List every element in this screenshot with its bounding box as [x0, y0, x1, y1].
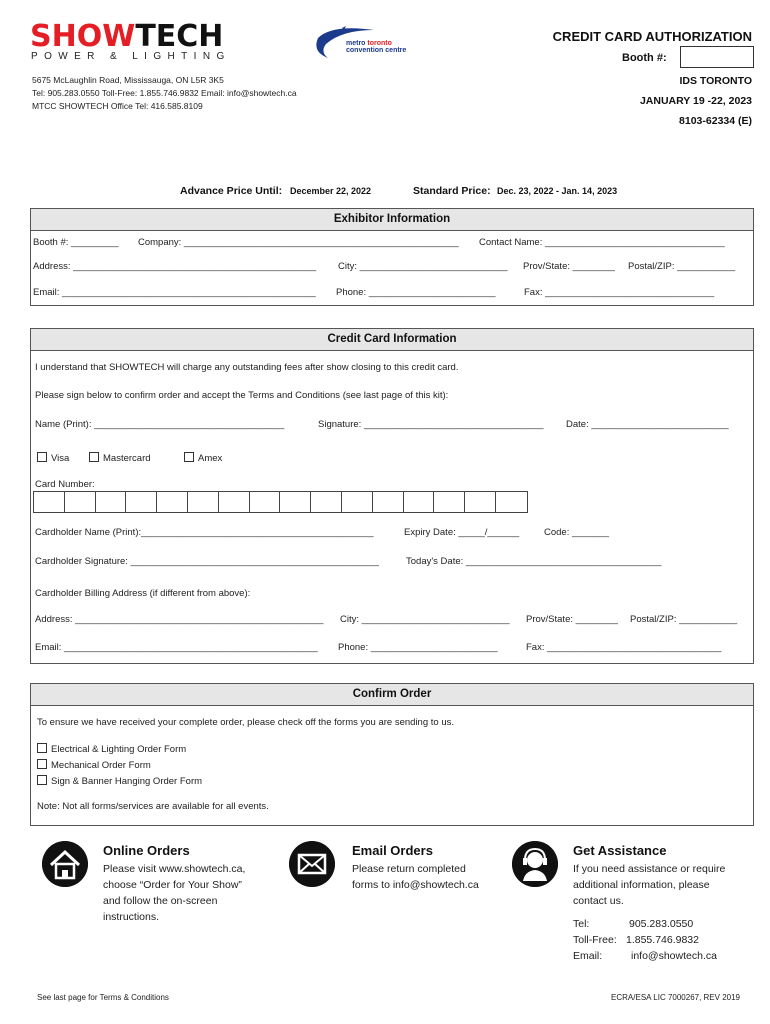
card-digit-box[interactable]	[250, 492, 281, 512]
card-digit-box[interactable]	[373, 492, 404, 512]
checkbox[interactable]	[37, 452, 47, 462]
booth-label: Booth #:	[622, 52, 667, 64]
logo-tagline: POWER & LIGHTING	[31, 51, 231, 62]
house-icon	[42, 841, 88, 887]
sign-prompt: Please sign below to confirm order and accept the Terms and Conditions (see last page of this kit):	[35, 390, 449, 401]
postal-field[interactable]: Postal/ZIP: ___________	[628, 261, 736, 272]
card-number-grid[interactable]	[33, 491, 528, 513]
card-digit-box[interactable]	[65, 492, 96, 512]
card-digit-box[interactable]	[188, 492, 219, 512]
card-digit-box[interactable]	[126, 492, 157, 512]
tollfree-value: 1.855.746.9832	[626, 934, 699, 946]
tel-label: Tel:	[573, 918, 590, 930]
billing-prov-field[interactable]: Prov/State: ________	[526, 614, 618, 625]
online-orders-title: Online Orders	[103, 843, 190, 858]
card-digit-box[interactable]	[496, 492, 527, 512]
exhibitor-section	[30, 208, 754, 306]
section-title: Confirm Order	[31, 684, 753, 706]
mastercard-option[interactable]: Mastercard	[89, 452, 151, 464]
booth-number-field[interactable]	[680, 46, 754, 68]
confirm-intro: To ensure we have received your complete order, please check off the forms you are sending to us.	[37, 717, 455, 728]
billing-phone-field[interactable]: Phone: ________________________	[338, 642, 498, 653]
email-orders-text: Please return completed forms to info@showtech.ca	[352, 863, 479, 891]
checkbox[interactable]	[37, 743, 47, 753]
cardholder-signature-field[interactable]: Cardholder Signature: _______________________________________________	[35, 556, 379, 567]
card-digit-box[interactable]	[434, 492, 465, 512]
address-field[interactable]: Address: ______________________________________________	[33, 261, 317, 272]
card-digit-box[interactable]	[157, 492, 188, 512]
visa-option[interactable]: Visa	[37, 452, 69, 464]
email-value: info@showtech.ca	[631, 950, 717, 962]
checkbox[interactable]	[37, 759, 47, 769]
booth-field[interactable]: Booth #: _________	[33, 237, 119, 248]
card-digit-box[interactable]	[465, 492, 496, 512]
checkbox[interactable]	[184, 452, 194, 462]
company-field[interactable]: Company: ____________________________________________________	[138, 237, 459, 248]
contact-name-field[interactable]: Contact Name: __________________________________	[479, 237, 725, 248]
email-label: Email:	[573, 950, 603, 962]
form-option-sign-banner[interactable]: Sign & Banner Hanging Order Form	[37, 775, 202, 787]
amex-option[interactable]: Amex	[184, 452, 222, 464]
section-title: Credit Card Information	[31, 329, 753, 351]
expiry-field[interactable]: Expiry Date: _____/______	[404, 527, 520, 538]
billing-city-field[interactable]: City: ____________________________	[340, 614, 510, 625]
online-orders-text: Please visit www.showtech.ca, choose “Order for Your Show” and follow the on-screen instructions.	[103, 863, 246, 923]
get-assistance-title: Get Assistance	[573, 843, 667, 858]
event-info: IDS TORONTO JANUARY 19 -22, 2023 8103-62334 (E)	[639, 75, 752, 127]
form-option-electrical[interactable]: Electrical & Lighting Order Form	[37, 743, 186, 755]
tel-value: 905.283.0550	[629, 918, 694, 930]
mtcc-logo-text: metro toronto convention centre	[346, 40, 407, 54]
form-title: CREDIT CARD AUTHORIZATION	[552, 29, 752, 44]
card-digit-box[interactable]	[219, 492, 250, 512]
card-digit-box[interactable]	[342, 492, 373, 512]
billing-postal-field[interactable]: Postal/ZIP: ___________	[630, 614, 738, 625]
get-assistance-text: If you need assistance or require additional information, please contact us.	[573, 863, 726, 907]
headset-agent-icon	[512, 841, 558, 887]
card-digit-box[interactable]	[34, 492, 65, 512]
code-field[interactable]: Code: _______	[544, 527, 609, 538]
email-orders-title: Email Orders	[352, 843, 433, 858]
card-digit-box[interactable]	[280, 492, 311, 512]
todays-date-field[interactable]: Today's Date: _____________________________________	[406, 556, 662, 567]
cardholder-name-field[interactable]: Cardholder Name (Print):____________________________________________	[35, 527, 374, 538]
section-title: Exhibitor Information	[31, 209, 753, 231]
footer-terms: See last page for Terms & Conditions	[37, 993, 169, 1002]
confirm-order-section	[30, 683, 754, 826]
card-digit-box[interactable]	[404, 492, 435, 512]
availability-note: Note: Not all forms/services are available for all events.	[37, 801, 269, 812]
envelope-icon	[289, 841, 335, 887]
phone-field[interactable]: Phone: ________________________	[336, 287, 496, 298]
billing-email-field[interactable]: Email: ________________________________________________	[35, 642, 318, 653]
showtech-logo: SHOWTECH	[30, 19, 224, 54]
email-field[interactable]: Email: ________________________________________________	[33, 287, 316, 298]
city-field[interactable]: City: ____________________________	[338, 261, 508, 272]
card-number-label: Card Number:	[35, 479, 95, 490]
charge-statement: I understand that SHOWTECH will charge any outstanding fees after show closing to this credit card.	[35, 362, 459, 373]
form-option-mechanical[interactable]: Mechanical Order Form	[37, 759, 151, 771]
fax-field[interactable]: Fax: ________________________________	[524, 287, 715, 298]
card-digit-box[interactable]	[311, 492, 342, 512]
footer-license: ECRA/ESA LIC 7000267, REV 2019	[611, 993, 740, 1002]
tollfree-label: Toll-Free:	[573, 934, 617, 946]
billing-address-field[interactable]: Address: _______________________________________________	[35, 614, 324, 625]
date-field[interactable]: Date: __________________________	[566, 419, 729, 430]
billing-label: Cardholder Billing Address (if different from above):	[35, 588, 251, 599]
prov-field[interactable]: Prov/State: ________	[523, 261, 615, 272]
company-address: 5675 McLaughlin Road, Mississauga, ON L5R 3K5 Tel: 905.283.0550 Toll-Free: 1.855.746.9832 Email: info@showtech.ca MTCC SHOWTECH Office Tel: 416.585.8109	[32, 75, 297, 111]
checkbox[interactable]	[37, 775, 47, 785]
name-print-field[interactable]: Name (Print): ____________________________________	[35, 419, 285, 430]
checkbox[interactable]	[89, 452, 99, 462]
card-digit-box[interactable]	[96, 492, 127, 512]
signature-field[interactable]: Signature: __________________________________	[318, 419, 544, 430]
billing-fax-field[interactable]: Fax: _________________________________	[526, 642, 722, 653]
